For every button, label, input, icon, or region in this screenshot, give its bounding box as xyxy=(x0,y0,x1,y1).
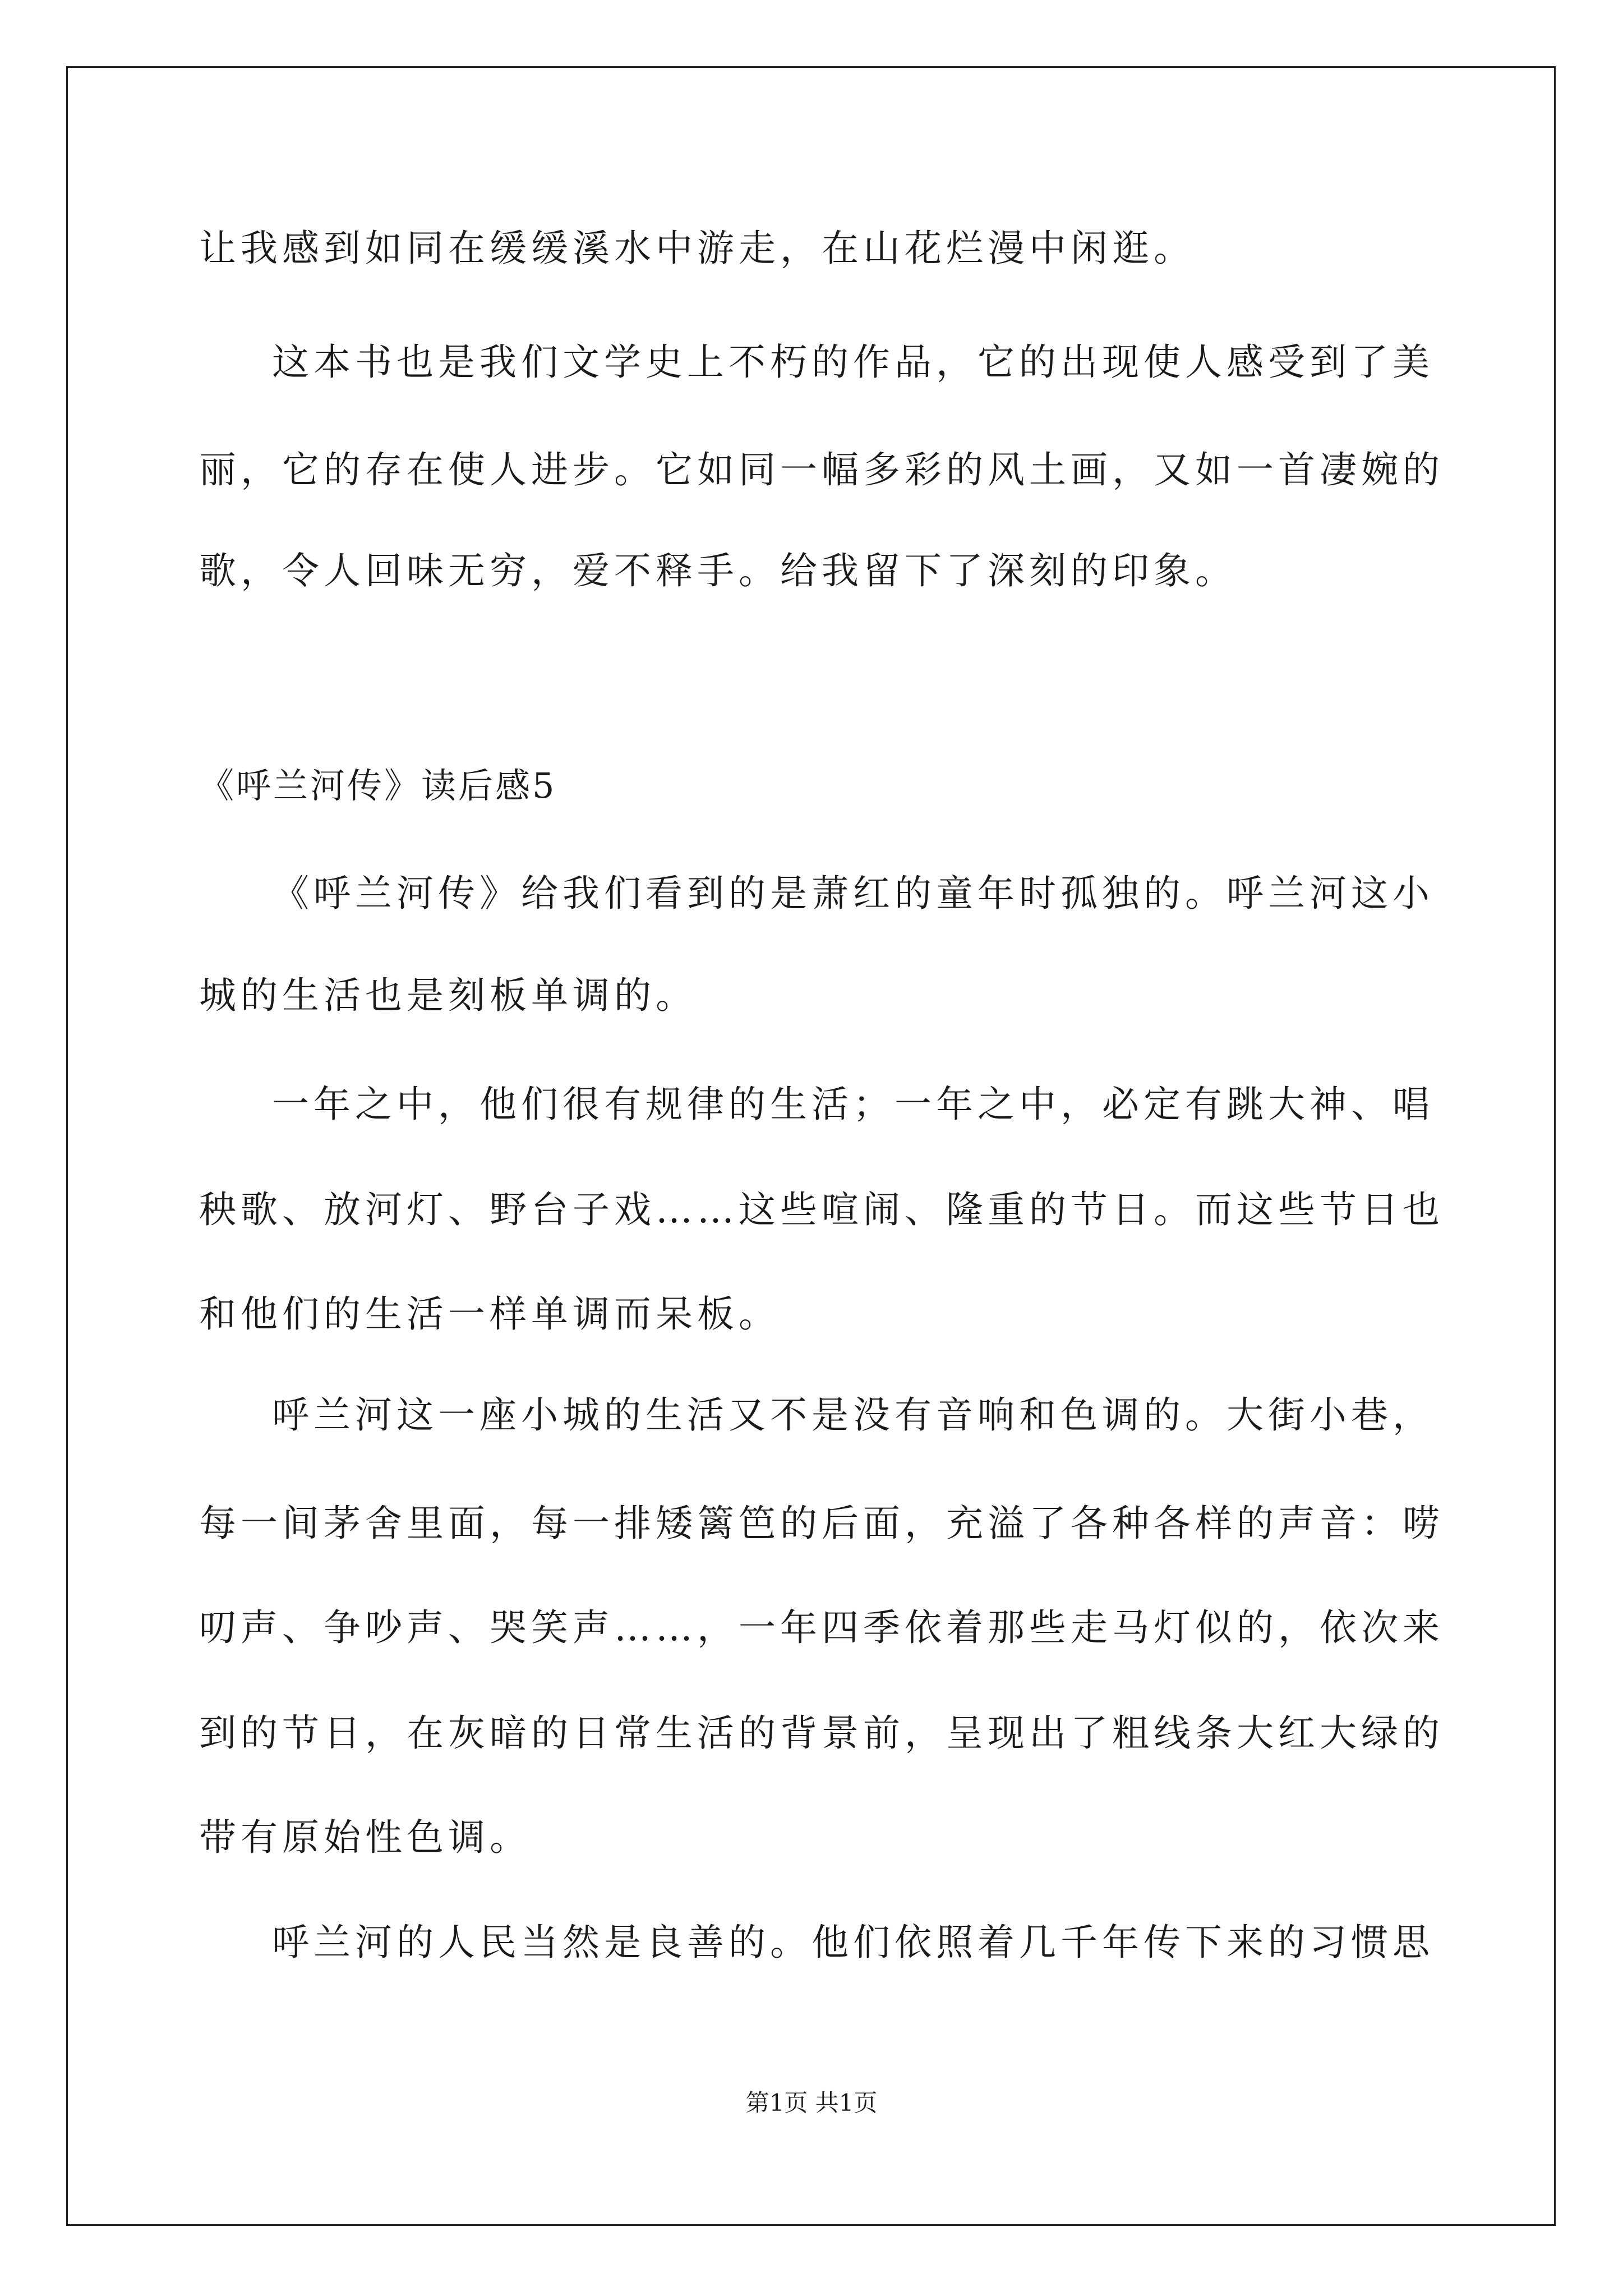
paragraph-line: 歌，令人回味无穷，爱不释手。给我留下了深刻的印象。 xyxy=(199,549,1237,592)
paragraph-line: 《呼兰河传》给我们看到的是萧红的童年时孤独的。呼兰河这小 xyxy=(272,872,1434,915)
section-heading: 《呼兰河传》读后感5 xyxy=(199,765,557,806)
paragraph-line: 呼兰河这一座小城的生活又不是没有音响和色调的。大街小巷， xyxy=(272,1393,1434,1437)
paragraph-line: 城的生活也是刻板单调的。 xyxy=(199,974,697,1017)
paragraph-line: 秧歌、放河灯、野台子戏……这些喧闹、隆重的节日。而这些节日也 xyxy=(199,1188,1444,1231)
paragraph-line: 每一间茅舍里面，每一排矮篱笆的后面，充溢了各种各样的声音：唠 xyxy=(199,1502,1444,1545)
paragraph-line: 到的节日，在灰暗的日常生活的背景前，呈现出了粗线条大红大绿的 xyxy=(199,1711,1444,1755)
paragraph-line: 和他们的生活一样单调而呆板。 xyxy=(199,1292,780,1336)
paragraph-line: 让我感到如同在缓缓溪水中游走，在山花烂漫中闲逛。 xyxy=(199,227,1195,270)
page-border xyxy=(66,66,1556,2226)
page-footer: 第1页 共1页 xyxy=(745,2089,878,2116)
paragraph-line: 叨声、争吵声、哭笑声……，一年四季依着那些走马灯似的，依次来 xyxy=(199,1606,1444,1649)
paragraph-line: 带有原始性色调。 xyxy=(199,1816,531,1859)
paragraph-line: 呼兰河的人民当然是良善的。他们依照着几千年传下来的习惯思 xyxy=(272,1921,1434,1964)
paragraph-line: 丽，它的存在使人进步。它如同一幅多彩的风土画，又如一首凄婉的 xyxy=(199,448,1444,491)
paragraph-line: 一年之中，他们很有规律的生活；一年之中，必定有跳大神、唱 xyxy=(272,1083,1434,1126)
paragraph-line: 这本书也是我们文学史上不朽的作品，它的出现使人感受到了美 xyxy=(272,341,1434,384)
